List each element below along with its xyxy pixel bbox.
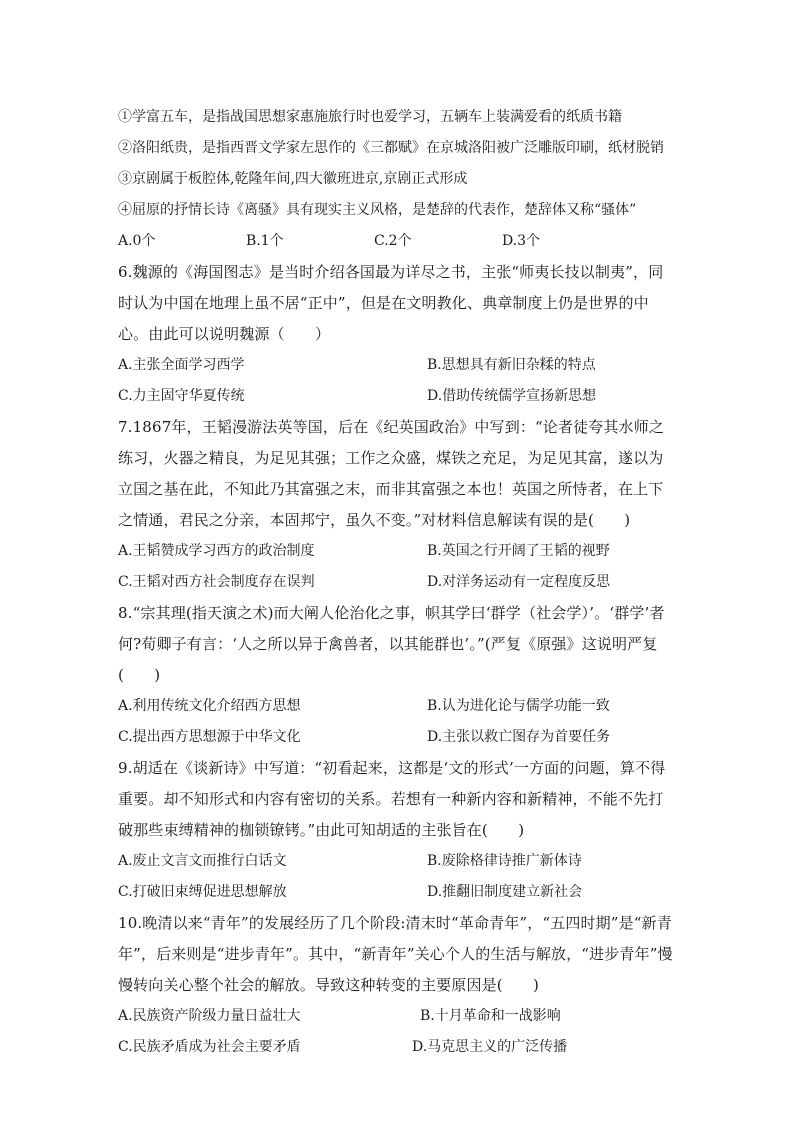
- statement-4: ④屈原的抒情长诗《离骚》具有现实主义风格，是楚辞的代表作，楚辞体又称“骚体”: [118, 202, 637, 218]
- question-7-option-d: D.对洋务运动有一定程度反思: [427, 574, 611, 590]
- exam-page: [118, 102, 678, 1063]
- question-6-option-c: C.力主固守华夏传统: [118, 388, 245, 404]
- question-9-options-row-1: [118, 846, 678, 877]
- question-7-options-row-1: [118, 536, 678, 567]
- question-8-option-d: D.主张以救亡图存为首要任务: [427, 729, 611, 745]
- question-6-option-a: A.主张全面学习西学: [118, 357, 245, 373]
- question-10-option-a: A.民族资产阶级力量日益壮大: [118, 1008, 301, 1024]
- q5-options: [118, 226, 678, 257]
- question-10-option-d: D.马克思主义的广泛传播: [412, 1039, 568, 1055]
- question-6-options-row-1: [118, 350, 678, 381]
- question-9-option-c: C.打破旧束缚促进思想解放: [118, 884, 287, 900]
- question-8: 8.“宗其理(指天演之术)而大阐人伦治化之事，帜其学曰‘群学（社会学）’。‘群学’者何?荀卿子有言：‘人之所以异于禽兽者，以其能群也’。”(严复《原强》这说明严复( ): [118, 604, 665, 684]
- question-6-option-d: D.借助传统儒学宣扬新思想: [427, 388, 597, 404]
- question-8-option-b: B.认为进化论与儒学功能一致: [427, 698, 610, 714]
- question-8-options-row-2: [118, 722, 678, 753]
- q5-option-c: C.2个: [374, 233, 412, 249]
- question-7-option-c: C.王韬对西方社会制度存在误判: [118, 574, 315, 590]
- question-7-option-b: B.英国之行开阔了王韬的视野: [427, 543, 610, 559]
- statement-1: ①学富五车，是指战国思想家惠施旅行时也爱学习，五辆车上装满爱看的纸质书籍: [118, 109, 622, 125]
- question-6: 6.魏源的《海国图志》是当时介绍各国最为详尽之书，主张“师夷长技以制夷”，同时认为中国在地理上虽不居“正中”，但是在文明教化、典章制度上仍是世界的中心。由此可以说明魏源（ ）: [118, 263, 664, 343]
- question-9-option-d: D.推翻旧制度建立新社会: [427, 884, 583, 900]
- q5-option-d: D.3个: [502, 233, 541, 249]
- question-7-options-row-2: [118, 567, 678, 598]
- question-10-option-c: C.民族矛盾成为社会主要矛盾: [118, 1039, 301, 1055]
- question-10-option-b: B.十月革命和一战影响: [420, 1008, 561, 1024]
- question-7: 7.1867年，王韬漫游法英等国，后在《纪英国政治》中写到：“论者徒夸其水师之练习，火器之精良，为足见其强；工作之众盛，煤铁之充足，为足见其富，遂以为立国之基在此，不知此乃其富强之末，而非其富强之本也！英国之所恃者，在上下之情通，君民之分亲，本固邦宁，虽久不变。”对材料信息解读有误的是( ): [118, 418, 665, 529]
- question-7-option-a: A.王韬赞成学习西方的政治制度: [118, 543, 315, 559]
- q5-option-b: B.1个: [246, 233, 284, 249]
- statement-2: ②洛阳纸贵，是指西晋文学家左思作的《三都赋》在京城洛阳被广泛雕版印刷，纸材脱销: [118, 140, 664, 156]
- q5-option-a: A.0个: [118, 233, 156, 249]
- question-8-option-c: C.提出西方思想源于中华文化: [118, 729, 301, 745]
- question-6-option-b: B.思想具有新旧杂糅的特点: [427, 357, 596, 373]
- question-10-options-row-1: [118, 1001, 678, 1032]
- statement-3: ③京剧属于板腔体,乾隆年间,四大徽班进京,京剧正式形成: [118, 171, 468, 187]
- question-10-options-row-2: [118, 1032, 678, 1063]
- question-9: 9.胡适在《谈新诗》中写道：“初看起来，这都是‘文的形式’一方面的问题，算不得重要。却不知形式和内容有密切的关系。若想有一种新内容和新精神，不能不先打破那些束缚精神的枷锁镣铐。”由此可知胡适的主张旨在( ): [118, 759, 666, 839]
- question-10: 10.晚清以来“青年”的发展经历了几个阶段:清末时“革命青年”，“五四时期”是“新青年”，后来则是“进步青年”。其中，“新青年”关心个人的生活与解放，“进步青年”慢慢转向关心整个社会的解放。导致这种转变的主要原因是( ): [118, 914, 673, 994]
- question-8-options-row-1: [118, 691, 678, 722]
- question-9-option-a: A.废止文言文而推行白话文: [118, 853, 287, 869]
- question-9-option-b: B.废除格律诗推广新体诗: [427, 853, 582, 869]
- question-6-options-row-2: [118, 381, 678, 412]
- question-9-options-row-2: [118, 877, 678, 908]
- question-8-option-a: A.利用传统文化介绍西方思想: [118, 698, 301, 714]
